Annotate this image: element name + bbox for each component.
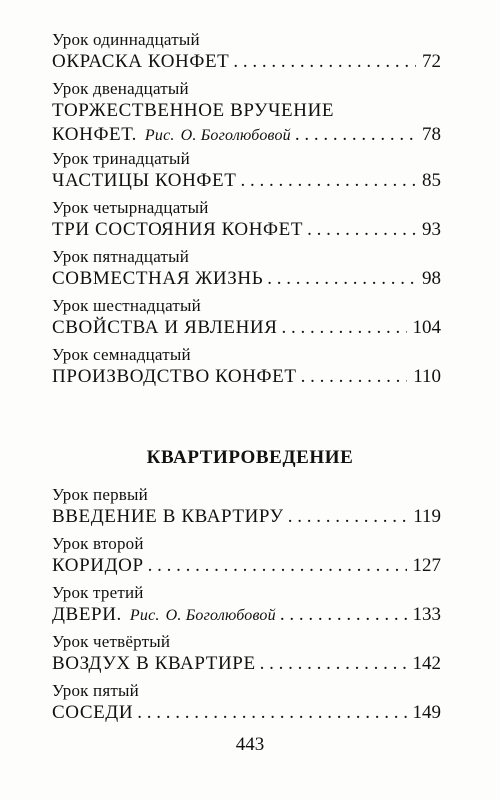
lesson-title: ДВЕРИ.: [52, 604, 122, 625]
lesson-title: ПРОИЗВОДСТВО КОНФЕТ: [52, 366, 297, 387]
toc-line: [52, 267, 441, 291]
dot-leader: [260, 652, 407, 676]
toc-line: [52, 50, 441, 74]
page-ref: 98: [422, 268, 441, 289]
toc-entry: [52, 247, 441, 296]
credit-abbr: Рис.: [129, 607, 160, 624]
page-ref: 127: [412, 555, 441, 576]
page-ref: 133: [412, 604, 441, 625]
toc-part-2: [52, 485, 441, 730]
credit-name: О. Боголюбовой: [165, 607, 276, 624]
page-ref: 93: [422, 219, 441, 240]
toc-line: [52, 169, 441, 193]
page-ref: 110: [413, 366, 441, 387]
dot-leader: [267, 267, 416, 291]
page-ref: 104: [412, 317, 441, 338]
page-ref: 85: [422, 170, 441, 191]
toc-entry: [52, 485, 441, 534]
page-ref: 149: [412, 702, 441, 723]
lesson-label: Урок пятнадцатый: [52, 247, 190, 266]
lesson-title: СВОЙСТВА И ЯВЛЕНИЯ: [52, 317, 278, 338]
lesson-label: Урок двенадцатый: [52, 79, 189, 98]
lesson-title: ЧАСТИЦЫ КОНФЕТ: [52, 170, 237, 191]
toc-entry: [52, 296, 441, 345]
lesson-title: ТРИ СОСТОЯНИЯ КОНФЕТ: [52, 219, 304, 240]
lesson-label: Урок второй: [52, 534, 144, 553]
lesson-title: КОРИДОР: [52, 555, 144, 576]
toc-line: [52, 505, 441, 529]
dot-leader: [148, 554, 407, 578]
lesson-title: СОВМЕСТНАЯ ЖИЗНЬ: [52, 268, 264, 289]
lesson-title-line-1: ТОРЖЕСТВЕННОЕ ВРУЧЕНИЕ: [52, 100, 335, 121]
toc-line: [52, 365, 441, 389]
lesson-title: СОСЕДИ: [52, 702, 134, 723]
credit-abbr: Рис.: [144, 127, 175, 144]
dot-leader: [280, 603, 407, 627]
dot-leader: [307, 218, 416, 242]
page-ref: 72: [422, 51, 441, 72]
toc-line: [52, 554, 441, 578]
toc-line: [52, 316, 441, 340]
lesson-title: ОКРАСКА КОНФЕТ: [52, 51, 230, 72]
dot-leader: [288, 505, 408, 529]
lesson-label: Урок третий: [52, 583, 144, 602]
illustration-credit: [145, 124, 291, 148]
toc-entry: [52, 79, 441, 149]
toc-entry: [52, 534, 441, 583]
lesson-label: Урок четвёртый: [52, 632, 171, 651]
dot-leader: [282, 316, 407, 340]
toc-line: [52, 218, 441, 242]
toc-entry: [52, 198, 441, 247]
lesson-label: Урок пятый: [52, 681, 139, 700]
dot-leader: [240, 169, 416, 193]
page-ref: 142: [412, 653, 441, 674]
lesson-title: ВОЗДУХ В КВАРТИРЕ: [52, 653, 256, 674]
lesson-label: Урок первый: [52, 485, 148, 504]
toc-line: [52, 652, 441, 676]
lesson-label: Урок тринадцатый: [52, 149, 190, 168]
lesson-label: Урок семнадцатый: [52, 345, 191, 364]
lesson-title: КОНФЕТ.: [52, 124, 137, 145]
page-ref: 78: [422, 124, 441, 145]
toc-entry: [52, 30, 441, 79]
toc-entry: [52, 149, 441, 198]
toc-line: [52, 123, 441, 148]
lesson-label: Урок четырнадцатый: [52, 198, 209, 217]
toc-part-1: [52, 30, 441, 394]
page-ref: 119: [413, 506, 441, 527]
toc-entry: [52, 681, 441, 730]
toc-entry: [52, 345, 441, 394]
lesson-title: ВВЕДЕНИЕ В КВАРТИРУ: [52, 506, 284, 527]
illustration-credit: [130, 604, 276, 628]
toc-entry: [52, 632, 441, 681]
dot-leader: [137, 701, 406, 725]
credit-name: О. Боголюбовой: [180, 127, 291, 144]
lesson-label: Урок одиннадцатый: [52, 30, 200, 49]
dot-leader: [233, 50, 416, 74]
section-heading: КВАРТИРОВЕДЕНИЕ: [146, 447, 354, 468]
dot-leader: [301, 365, 408, 389]
toc-line: [52, 603, 441, 628]
toc-line: [52, 701, 441, 725]
lesson-label: Урок шестнадцатый: [52, 296, 201, 315]
dot-leader: [295, 123, 416, 147]
toc-entry: [52, 583, 441, 632]
page-number: 443: [235, 734, 265, 755]
